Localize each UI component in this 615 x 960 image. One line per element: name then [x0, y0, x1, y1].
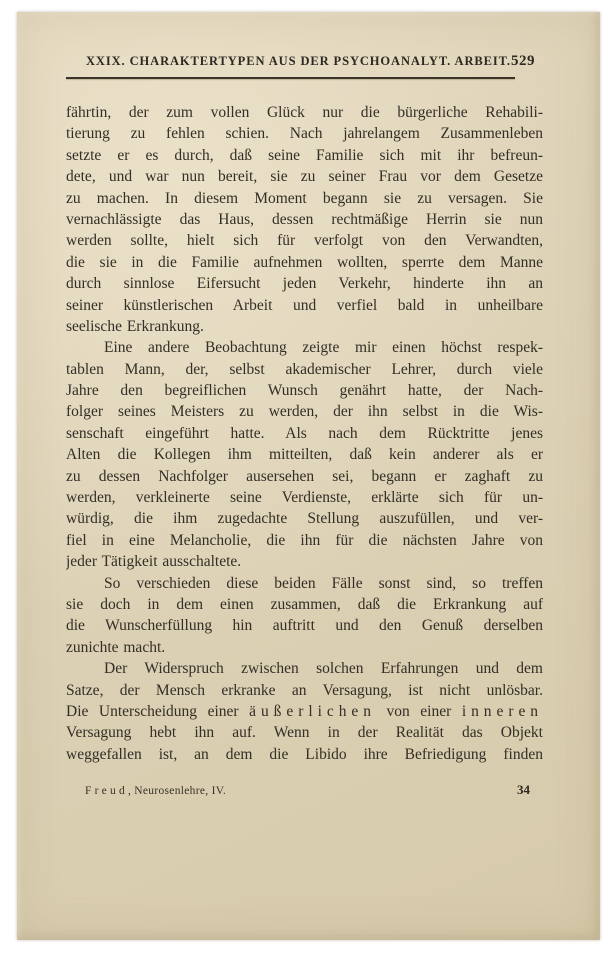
text-line: Eine andere Beobachtung zeigte mir einen höchst respek-: [104, 339, 543, 357]
text-line: würdig, die ihm zugedachte Stellung auszufüllen, und ver-: [66, 510, 543, 528]
text-line: zu dessen Nachfolger ausersehen sei, begann er zaghaft zu: [66, 467, 543, 485]
running-header-title: XXIX. CHARAKTERTYPEN AUS DER PSYCHOANALYT. ARBEIT.: [86, 54, 511, 68]
running-header: [66, 53, 535, 70]
header-rule: [66, 77, 515, 79]
emphasized-word: äußerlichen: [249, 702, 376, 720]
text-line: Jahre den begreiflichen Wunsch genährt hatte, der Nach-: [66, 382, 543, 400]
text-line: seelische Erkrankung.: [66, 317, 204, 335]
text-segment: Die Unterscheidung einer: [66, 702, 250, 720]
emphasized-word: inneren: [461, 702, 543, 720]
text-line: Alten die Kollegen ihm mitteilten, daß kein anderer als er: [66, 446, 543, 464]
text-line: folger seines Meisters zu werden, der ihn selbst in die Wis-: [66, 403, 543, 421]
footer-signature: [85, 785, 226, 797]
text-line: fährtin, der zum vollen Glück nur die bürgerliche Rehabili-: [66, 104, 543, 121]
text-line: durch sinnlose Eifersucht jeden Verkehr, hinderte ihn an: [66, 275, 543, 293]
text-line: werden sollte, hielt sich für verfolgt von den Verwandten,: [66, 232, 543, 250]
text-line: weggefallen ist, an dem die Libido ihre Befriedigung finden: [66, 745, 543, 763]
text-line: zunichte macht.: [66, 638, 166, 656]
text-segment: , Neurosenlehre, IV.: [127, 785, 227, 798]
text-line: jeder Tätigkeit ausschaltete.: [66, 553, 242, 571]
book-page: [17, 12, 600, 940]
text-segment: von einer: [375, 702, 462, 720]
text-line: tierung zu fehlen schien. Nach jahrelangem Zusammenleben: [66, 125, 543, 143]
text-line: seiner künstlerischen Arbeit und verfiel bald in unheilbare: [66, 296, 543, 314]
page-number: 529: [510, 53, 535, 69]
text-line: zu machen. In diesem Moment begann sie zu versagen. Sie: [66, 189, 543, 207]
sheet-number: 34: [517, 782, 530, 798]
text-line: die sie in die Familie aufnehmen wollten, sperrte dem Manne: [66, 253, 543, 271]
text-line: Satze, der Mensch erkranke an Versagung, ist nicht unlösbar.: [66, 681, 543, 699]
text-line: tablen Mann, der, selbst akademischer Lehrer, durch viele: [66, 360, 543, 378]
text-line: setzte er es durch, daß seine Familie sich mit ihr befreun-: [66, 146, 543, 164]
text-line: [66, 701, 543, 722]
text-line: vernachlässigte das Haus, dessen rechtmäßige Herrin sie nun: [66, 210, 543, 228]
text-line: dete, und war nun bereit, sie zu seiner Frau vor dem Gesetze: [66, 168, 543, 186]
text-line: werden, verkleinerte seine Verdienste, erklärte sich für un-: [66, 489, 543, 507]
text-line: So verschieden diese beiden Fälle sonst sind, so treffen: [104, 574, 543, 592]
text-line: sie doch in dem einen zusammen, daß die Erkrankung auf: [66, 595, 543, 613]
text-line: fiel in eine Melancholie, die ihn für die nächsten Jahre von: [66, 531, 543, 549]
page-footer: [66, 782, 543, 798]
emphasized-word: Freud: [85, 785, 128, 798]
text-line: die Wunscherfüllung hin auftritt und den Genuß derselben: [66, 617, 543, 635]
text-line: senschaft eingeführt hatte. Als nach dem Rücktritte jenes: [66, 424, 543, 442]
page-body: [66, 102, 543, 765]
text-line: Der Widerspruch zwischen solchen Erfahrungen und dem: [104, 660, 543, 678]
text-line: Versagung hebt ihn auf. Wenn in der Realität das Objekt: [66, 724, 543, 742]
